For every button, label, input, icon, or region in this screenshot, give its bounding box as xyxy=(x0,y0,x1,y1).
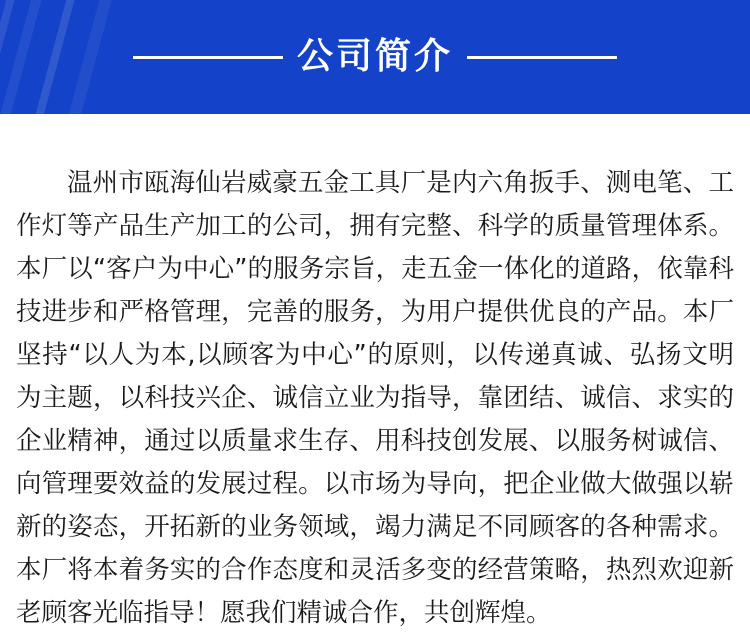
banner-right-rule-decoration xyxy=(467,56,617,59)
page-title: 公司简介 xyxy=(296,36,453,77)
content-area xyxy=(0,114,750,635)
banner-title-group xyxy=(133,36,617,77)
company-profile-paragraph: 温州市瓯海仙岩威豪五金工具厂是内六角扳手、测电笔、工作灯等产品生产加工的公司，拥有完整、科学的质量管理体系。本厂以“客户为中心”的服务宗旨，走五金一体化的道路，依靠科技进步和严格管理，完善的服务，为用户提供优良的产品。本厂坚持“以人为本,以顾客为中心”的原则，以传递真诚、弘扬文明为主题，以科技兴企、诚信立业为指导，靠团结、诚信、求实的企业精神，通过以质量求生存、用科技创发展、以服务树诚信、向管理要效益的发展过程。以市场为导向，把企业做大做强以崭新的姿态，开拓新的业务领域，竭力满足不同顾客的各种需求。本厂将本着务实的合作态度和灵活多变的经营策略，热烈欢迎新老顾客光临指导！愿我们精诚合作，共创辉煌。 xyxy=(16,167,734,628)
header-banner xyxy=(0,0,750,114)
banner-left-rule-decoration xyxy=(133,56,283,59)
